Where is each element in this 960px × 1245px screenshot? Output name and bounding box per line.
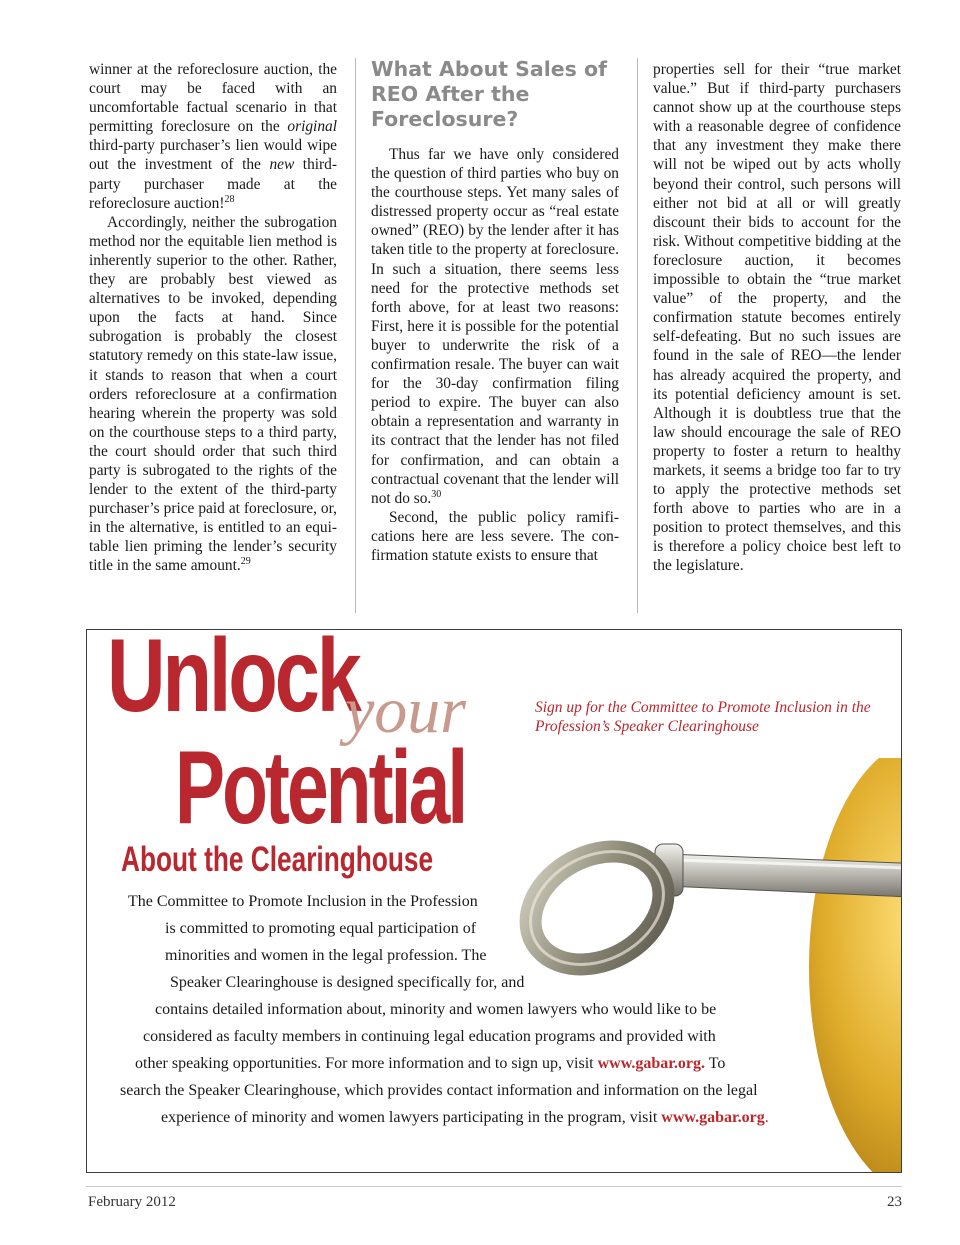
lock-plate: [809, 758, 902, 1172]
text: winner at the reforeclosure auction, the court may be faced with an uncomfortable factual scenario in that permitting foreclosure on the: [89, 61, 337, 136]
ad-title-potential: Potential: [175, 730, 466, 846]
paragraph: [89, 213, 337, 576]
ad-subtitle: About the Clearinghouse: [121, 840, 434, 879]
text: experience of minority and women lawyers participating in the program, visit: [161, 1109, 662, 1126]
ad-body-line: considered as faculty members in continuing legal education programs and provided with: [143, 1028, 716, 1045]
ad-body-line: minorities and women in the legal profession. The: [165, 947, 487, 964]
paragraph: properties sell for their “true market value.” But if third-party purchasers cannot show up at the courthouse steps with a reasonable degree of confidence that any investment they make there will not be wiped out by acts wholly beyond their control, such persons will either not bid at all or will greatly discount their bids to account for the risk. Without competitive bidding at the foreclosure auction, it becomes impossible to obtain the “true market value” of the property, and the confirmation statute becomes entirely self-defeating. But no such issues are found in the sale of REO—the lender has already acquired the property, and its potential deficiency amount is set. Although it is doubtless true that the law should encourage the sale of REO property to foster a return to healthy markets, it seems a bridge too far to try to apply the protective methods set forth above to parties who are in a position to protect themselves, and this is therefore a policy choice best left to the legislature.: [653, 61, 901, 575]
ad-title-your: your: [345, 674, 466, 747]
gabar-link[interactable]: www.gabar.org.: [597, 1055, 706, 1072]
article-column-3: [653, 60, 901, 576]
issue-date: February 2012: [88, 1194, 176, 1210]
gabar-link[interactable]: www.gabar.org: [661, 1109, 765, 1126]
text: third-party purchaser’s lien would wipe out the investment of the: [89, 137, 337, 174]
section-heading: What About Sales of REO After the Foreclosure?: [371, 57, 608, 131]
emphasis: original: [287, 118, 337, 136]
article-column-1: [89, 60, 337, 576]
page-number: 23: [887, 1194, 902, 1210]
footnote-ref: 28: [224, 193, 235, 205]
ad-body-line: [161, 1108, 769, 1128]
footer-divider: [86, 1186, 902, 1187]
ad-title-unlock: Unlock: [107, 629, 359, 734]
text: .: [764, 1109, 769, 1126]
ad-body-line: Speaker Clearinghouse is designed specifically for, and: [170, 974, 525, 991]
text: third-party purchaser made at the reforeclosure auction!: [89, 156, 337, 212]
column-divider: [637, 58, 638, 613]
footnote-ref: 29: [240, 556, 251, 568]
paragraph: [371, 145, 619, 508]
paragraph: Second, the public policy ramifications here are less severe. The confirmation statute exists to ensure that: [371, 508, 619, 564]
paragraph: [89, 60, 337, 213]
emphasis: new: [269, 156, 295, 174]
clearinghouse-advertisement: [86, 629, 902, 1173]
text: Accordingly, neither the subrogation method nor the equitable lien method is inherently superior to the other. Rather, they are probably best viewed as alternatives to be invoked, depending upon the facts at hand. Since subrogation is probably the closest statutory remedy on this state-law issue, it stands to reason that when a court orders reforeclosure at a confirmation hearing wherein the property was sold on the courthouse steps to a third party, the court should order that such third party is subrogated to the rights of the lender to the extent of the third-party purchaser’s price paid at foreclosure, or, in the alternative, is entitled to an equitable lien priming the lender’s security title in the same amount.: [89, 213, 337, 575]
footnote-ref: 30: [431, 488, 442, 500]
ad-body-line: search the Speaker Clearinghouse, which provides contact information and information on the legal: [120, 1082, 758, 1099]
ad-body-line: The Committee to Promote Inclusion in the Profession: [128, 893, 478, 910]
ad-signup-text: Sign up for the Committee to Promote Inclusion in the Profession’s Speaker Clearinghouse: [535, 699, 871, 735]
article-column-2: [371, 57, 619, 565]
text: Thus far we have only considered the question of third parties who buy on the courthouse steps. Yet many sales of distressed property occur as “real estate owned” (REO) by the lender after it has taken title to the property at foreclosure. In such a situation, there seems less need for the protective methods set forth above, for at least two reasons: First, here it is possible for the potential buyer to underwrite the risk of a confirmation resale. The buyer can wait for the 30-day confirmation filing period to expire. The buyer can also obtain a representation and warranty in its contract that the lender has not filed for confirmation, and can obtain a contractual covenant that the lender will not do so.: [371, 146, 619, 507]
text: To: [705, 1055, 726, 1072]
ad-body-line: contains detailed information about, minority and women lawyers who would like to be: [155, 1001, 717, 1018]
ad-body-line: is committed to promoting equal participation of: [165, 920, 477, 937]
text: other speaking opportunities. For more information and to sign up, visit: [135, 1055, 598, 1072]
column-divider: [355, 58, 356, 613]
ad-body-line: [135, 1054, 725, 1074]
